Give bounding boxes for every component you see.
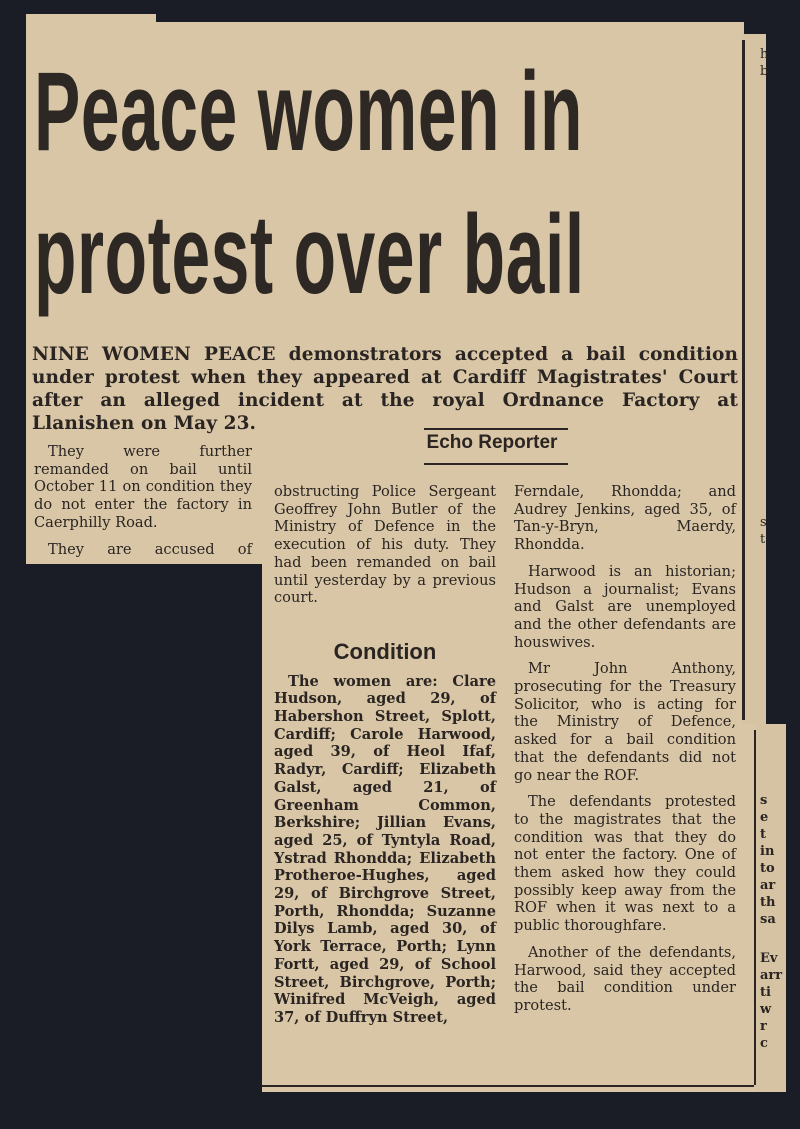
fragment-char: r <box>760 1019 767 1034</box>
fragment-char: ti <box>760 985 771 1000</box>
fragment-char: s <box>760 515 767 530</box>
column-3-paragraph: Another of the defendants, Harwood, said they accepted the bail condition under protest. <box>514 943 736 1014</box>
fragment-char: t <box>760 827 767 842</box>
subhead: Condition <box>333 638 437 664</box>
column-2-paragraph: obstructing Police Sergeant Geoffrey John Butler of the Ministry of Defence in the execution of his duty. They had been remanded on bail until yesterday by a previous court. <box>274 483 496 607</box>
fragment-char: e <box>760 810 769 825</box>
fragment-char: th <box>760 895 776 910</box>
fragment-char: in <box>760 844 775 859</box>
fragment-char: t <box>760 532 766 547</box>
fragment-char: sa <box>760 912 776 927</box>
lead-paragraph: NINE WOMEN PEACE demonstrators accepted a bail condition under protest when they appeared at Cardiff Magistrates' Court after an alleged incident at the royal Ordnance Factory at Llanishen on May 23. <box>32 344 738 434</box>
column-3-paragraph: Harwood is an historian; Hudson a journalist; Evans and Galst are unemployed and the other defendants are houswives. <box>514 562 736 651</box>
right-column-rule-bottom <box>754 730 756 1085</box>
adjacent-fragment-upper <box>760 514 770 548</box>
column-1-paragraph: They were further remanded on bail until October 11 on condition they do not enter the factory in Caerphilly Road. <box>34 443 252 531</box>
fragment-char: Ev <box>760 951 778 966</box>
byline-rule-bottom <box>424 463 568 465</box>
headline-line-2: protest over bail <box>34 192 585 317</box>
clipping-right-strip-top <box>742 34 766 724</box>
fragment-char: to <box>760 861 775 876</box>
headline-line-1: Peace women in <box>34 49 583 174</box>
clipping-tab-right <box>300 22 550 30</box>
fragment-char: c <box>760 1036 768 1051</box>
clipping-tab <box>26 14 156 28</box>
fragment-char: s <box>760 793 768 808</box>
fragment-char: arr <box>760 968 783 983</box>
fragment-char: b <box>760 64 769 79</box>
byline-rule-top <box>424 428 568 430</box>
column-1-paragraph: They are accused of <box>48 540 252 558</box>
right-column-rule <box>742 40 745 720</box>
fragment-char: w <box>760 1002 772 1017</box>
adjacent-fragment-top <box>760 46 770 80</box>
fragment-char: h <box>760 47 769 62</box>
column-3-paragraph: Mr John Anthony, prosecuting for the Treasury Solicitor, who is acting for the Ministry of Defence, asked for a bail condition that the defendants did not go near the ROF. <box>514 660 736 784</box>
column-3 <box>514 483 736 1024</box>
column-3-paragraph: Ferndale, Rhondda; and Audrey Jenkins, aged 35, of Tan-y-Bryn, Maerdy, Rhondda. <box>514 483 736 554</box>
headline <box>34 40 585 326</box>
byline: Echo Reporter <box>426 432 558 453</box>
column-2 <box>274 483 496 1036</box>
fragment-char: ar <box>760 878 776 893</box>
bottom-rule <box>262 1085 754 1087</box>
column-3-paragraph: The defendants protested to the magistrates that the condition was that they do not enter the factory. One of them asked how they could possibly keep away from the ROF when it was next to a public thoroughfare. <box>514 793 736 935</box>
column-1 <box>34 443 252 567</box>
column-2-paragraph: The women are: Clare Hudson, aged 29, of Habershon Street, Splott, Cardiff; Carole Harwood, aged 39, of Heol Ifaf, Radyr, Cardiff; Elizabeth Galst, aged 21, of Greenham Common, Berkshire; Jillian Evans, aged 25, of Tyntyla Road, Ystrad Rhondda; Elizabeth Protheroe-Hughes, aged 29, of Birchgrove Street, Porth, Rhondda; Suzanne Dilys Lamb, aged 30, of York Terrace, Porth; Lynn Fortt, aged 29, of School Street, Birchgrove, Porth; Winifred McVeigh, aged 37, of Duffryn Street, <box>274 672 496 1026</box>
adjacent-fragment-lower <box>760 792 786 1052</box>
